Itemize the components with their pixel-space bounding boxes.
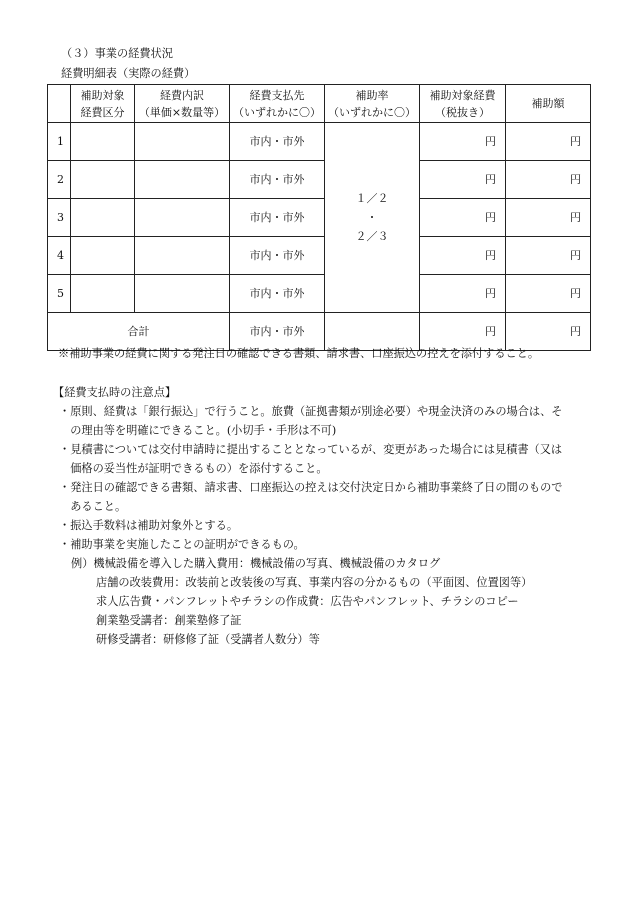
subsidy-amount-cell[interactable]: 円 <box>506 161 591 199</box>
total-payee-cell[interactable]: 市内・市外 <box>230 313 325 351</box>
breakdown-cell[interactable] <box>135 237 230 275</box>
example-line: 例）機械設備を導入した購入費用：機械設備の写真、機械設備のカタログ <box>71 557 441 570</box>
table-row <box>48 123 591 161</box>
total-row <box>48 313 591 351</box>
header-category: 補助対象 経費区分 <box>71 85 135 123</box>
table-row <box>48 161 591 199</box>
eligible-expense-cell[interactable]: 円 <box>420 123 506 161</box>
note-line: ・補助事業を実施したことの証明ができるもの。 <box>59 538 305 551</box>
eligible-expense-cell[interactable]: 円 <box>420 275 506 313</box>
eligible-expense-cell[interactable]: 円 <box>420 237 506 275</box>
table-row <box>48 237 591 275</box>
breakdown-cell[interactable] <box>135 199 230 237</box>
table-header-row <box>48 85 591 123</box>
row-number: 1 <box>48 123 71 161</box>
eligible-expense-cell[interactable]: 円 <box>420 161 506 199</box>
expense-table <box>47 84 591 351</box>
payee-cell[interactable]: 市内・市外 <box>230 161 325 199</box>
breakdown-cell[interactable] <box>135 161 230 199</box>
row-number: 3 <box>48 199 71 237</box>
total-eligible-expense-cell[interactable]: 円 <box>420 313 506 351</box>
payee-cell[interactable]: 市内・市外 <box>230 199 325 237</box>
subsidy-amount-cell[interactable]: 円 <box>506 199 591 237</box>
category-cell[interactable] <box>71 237 135 275</box>
note-line: あること。 <box>59 500 127 513</box>
note-line: ・振込手数料は補助対象外とする。 <box>59 519 239 532</box>
notes-heading: 【経費支払時の注意点】 <box>53 386 177 399</box>
eligible-expense-cell[interactable]: 円 <box>420 199 506 237</box>
table-row <box>48 275 591 313</box>
subsidy-amount-cell[interactable]: 円 <box>506 237 591 275</box>
example-line: 求人広告費・パンフレットやチラシの作成費：広告やパンフレット、チラシのコピー <box>96 595 519 608</box>
table-row <box>48 199 591 237</box>
example-line: 店舗の改装費用：改装前と改装後の写真、事業内容の分かるもの（平面図、位置図等） <box>96 576 533 589</box>
row-number: 4 <box>48 237 71 275</box>
note-line: ・原則、経費は「銀行振込」で行うこと。旅費（証拠書類が別途必要）や現金決済のみの場合は、そ <box>59 405 563 418</box>
header-eligible-expense: 補助対象経費 （税抜き） <box>420 85 506 123</box>
category-cell[interactable] <box>71 199 135 237</box>
header-no <box>48 85 71 123</box>
breakdown-cell[interactable] <box>135 275 230 313</box>
total-rate-cell <box>325 313 420 351</box>
note-line: ・発注日の確認できる書類、請求書、口座振込の控えは交付決定日から補助事業終了日の間のもので <box>59 481 563 494</box>
note-line: 価格の妥当性が証明できるもの）を添付すること。 <box>59 462 328 475</box>
category-cell[interactable] <box>71 275 135 313</box>
total-subsidy-amount-cell[interactable]: 円 <box>506 313 591 351</box>
breakdown-cell[interactable] <box>135 123 230 161</box>
header-breakdown: 経費内訳 （単価×数量等） <box>135 85 230 123</box>
category-cell[interactable] <box>71 161 135 199</box>
note-line: の理由等を明確にできること。(小切手・手形は不可) <box>59 424 337 437</box>
header-subsidy-amount: 補助額 <box>506 85 591 123</box>
section-title: （３）事業の経費状況 <box>61 47 173 60</box>
example-line: 創業塾受講者：創業塾修了証 <box>96 614 242 627</box>
category-cell[interactable] <box>71 123 135 161</box>
subsidy-amount-cell[interactable]: 円 <box>506 275 591 313</box>
example-line: 研修受講者：研修修了証（受講者人数分）等 <box>96 633 320 646</box>
row-number: 5 <box>48 275 71 313</box>
payee-cell[interactable]: 市内・市外 <box>230 275 325 313</box>
total-label: 合計 <box>48 313 230 351</box>
table-note: ※補助事業の経費に関する発注日の確認できる書類、請求書、口座振込の控えを添付すること。 <box>58 347 540 360</box>
table-title: 経費明細表（実際の経費） <box>61 67 196 80</box>
payee-cell[interactable]: 市内・市外 <box>230 123 325 161</box>
header-rate: 補助率 （いずれかに〇） <box>325 85 420 123</box>
payee-cell[interactable]: 市内・市外 <box>230 237 325 275</box>
subsidy-amount-cell[interactable]: 円 <box>506 123 591 161</box>
note-line: ・見積書については交付申請時に提出することとなっているが、変更があった場合には見積書（又は <box>59 443 563 456</box>
header-payee: 経費支払先 （いずれかに〇） <box>230 85 325 123</box>
row-number: 2 <box>48 161 71 199</box>
rate-cell[interactable]: １／２ ・ ２／３ <box>325 123 420 313</box>
